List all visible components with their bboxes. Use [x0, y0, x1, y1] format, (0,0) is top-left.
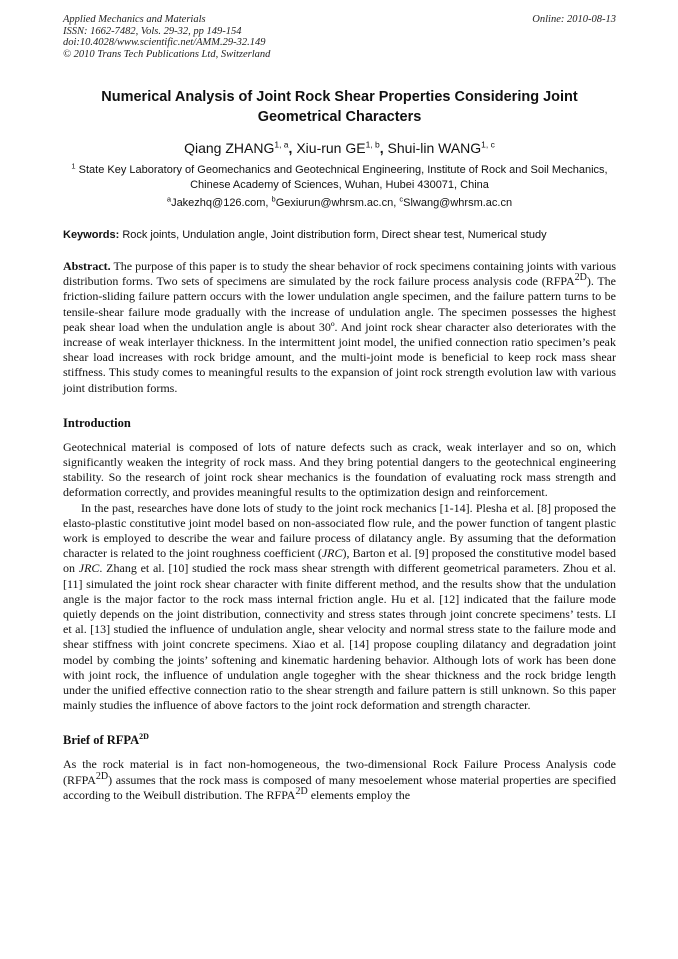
- doi-line: doi:10.4028/www.scientific.net/AMM.29-32.149: [63, 37, 266, 48]
- author-sup: 1, a: [274, 139, 289, 150]
- email-address: Jakezhq@126.com: [171, 197, 266, 209]
- affiliation-text: State Key Laboratory of Geomechanics and Geotechnical Engineering, Institute of Rock and Soil Mechanics, Chinese Academy of Sciences, Wuhan, Hubei 430071, China: [78, 164, 608, 191]
- abstract-label: Abstract.: [63, 259, 111, 273]
- issn-line: ISSN: 1662-7482, Vols. 29-32, pp 149-154: [63, 25, 242, 37]
- publication-header: [63, 14, 616, 60]
- email-sup: c: [399, 194, 404, 204]
- abstract-text: The purpose of this paper is to study the shear behavior of rock specimens containing joints with various distribution forms. Two sets of specimens are simulated by the rock failure process analysis code (RFPA: [63, 259, 616, 289]
- email-sup: b: [271, 194, 276, 204]
- email-list: $^a$Jakezhq@126.com, $^b$Gexiurun@whrsm.ac.cn, $^c$Slwang@whrsm.ac.cn: [166, 194, 513, 209]
- keywords-text: Rock joints, Undulation angle, Joint distribution form, Direct shear test, Numerical study: [122, 229, 547, 241]
- author-sup: 1, b: [365, 139, 380, 150]
- rfpa-paragraph: As the rock material is in fact non-homogeneous, the two-dimensional Rock Failure Process Analysis code $(RFPA^{2D})$ assumes that the rock mass is composed of many mesoelement whose material properties are specified according to the Weibull distribution. The $RFPA^{2D}$ elements employ the: [63, 757, 616, 802]
- author-name: Xiu-run GE: [296, 140, 366, 156]
- author-name: Qiang ZHANG: [184, 140, 275, 156]
- author-name: Shui-lin WANG: [387, 140, 482, 156]
- jrc-term: JRC: [78, 561, 100, 576]
- author-list: Qiang ZHANG$^{1, a}$, Xiu-run GE$^{1, b}$, Shui-lin WANG$^{1, c}$: [184, 139, 495, 156]
- affiliation-sup: 1: [71, 161, 76, 171]
- keywords-label: Keywords:: [63, 229, 120, 241]
- abstract: [63, 259, 616, 396]
- intro-paragraph-2: In the past, researches have done lots of study to the joint rock mechanics [1-14]. Plesha et al. [8] proposed the elasto-plastic constitutive joint model based on non-associated flow rule, and the power function of tangent plastic work is employed to describe the wear and failure process of dilatancy angle. By assuming that the deformation character is related to the joint roughness coefficient (JRC), Barton et al. [9] proposed the constitutive model based on JRC. Zhang et al. [10] studied the rock mass shear strength with different geometrical parameters. Zhou et al. [11] simulated the joint rock shear character with finite different method, and the results show that the undulation angle is the major factor to the rock mass internal friction angle. Hu et al. [12] indicated that the failure mode quietly depends on the joint distribution, connectivity and stress states through joint concrete specimens’ tests. LI et al. [13] studied the influence of undulation angle, shear velocity and normal stress state to the failure mode and shear stiffness with joint concrete specimens. Xiao et al. [14] propose coupling dilatancy and degradation joint model by combing the joints’ softening and kinematic hardening behavior. Although lots of work has been done with joint rock, the influence of undulation angle togegher with the shear thickness and the rock bridge length under the unified effective connection ratio to the shear strength and failure pattern is still unknown. So this paper mainly studies the influence of above factors to the joint rock deformation and strength character.: [63, 500, 616, 713]
- copyright-line: © 2010 Trans Tech Publications Ltd, Switzerland: [63, 48, 271, 60]
- paper-page: [63, 14, 616, 803]
- email-address: Gexiurun@whrsm.ac.cn: [275, 197, 394, 209]
- email-address: Slwang@whrsm.ac.cn: [403, 197, 513, 209]
- abstract-sup: 2D: [574, 272, 587, 284]
- online-date: Online: 2010-08-13: [532, 14, 616, 25]
- keywords: [63, 229, 616, 241]
- author-sup: 1, c: [481, 139, 495, 150]
- intro-paragraph-1: Geotechnical material is composed of lots of nature defects such as crack, weak interlayer and so on, which significantly weaken the integrity of rock mass. And they bring potential dangers to the geotechnical engineering stability. So the research of joint rock shear mechanics is the foundation of evaluating rock mass strength and deformation correctly, and provides meaningful results to the optimization design and reinforcement.: [63, 439, 616, 500]
- affiliation: [63, 163, 616, 192]
- section-heading-introduction: Introduction: [63, 415, 131, 430]
- jrc-term: JRC: [321, 546, 343, 561]
- abstract-text: ). The friction-sliding failure pattern occurs with the lower undulation angle specimen, and the failure pattern turns to be tensile-shear failure mode gradually with the increase of undulation angle. The specimen possesses the highest peak shear load when the undulation angle is about 30º. And joint rock shear character also deteriorates with the increase of weak interlayer thickness. In the intermittent joint model, the unified connection ratio specimen’s peak shear load increases with rock bridge amount, and the multi-joint mode is beneficial to keep rock mass shear stiffness. This study comes to meaningful results to the expansion of joint rock strength evolution law with various joint distribution forms.: [63, 274, 616, 395]
- journal-name: Applied Mechanics and Materials: [63, 14, 206, 25]
- paper-title: Numerical Analysis of Joint Rock Shear Properties Considering Joint Geometrical Characters: [101, 89, 578, 125]
- section-heading-rfpa: Brief of $RFPA^{2D}$: [63, 732, 149, 748]
- email-sup: a: [166, 194, 172, 204]
